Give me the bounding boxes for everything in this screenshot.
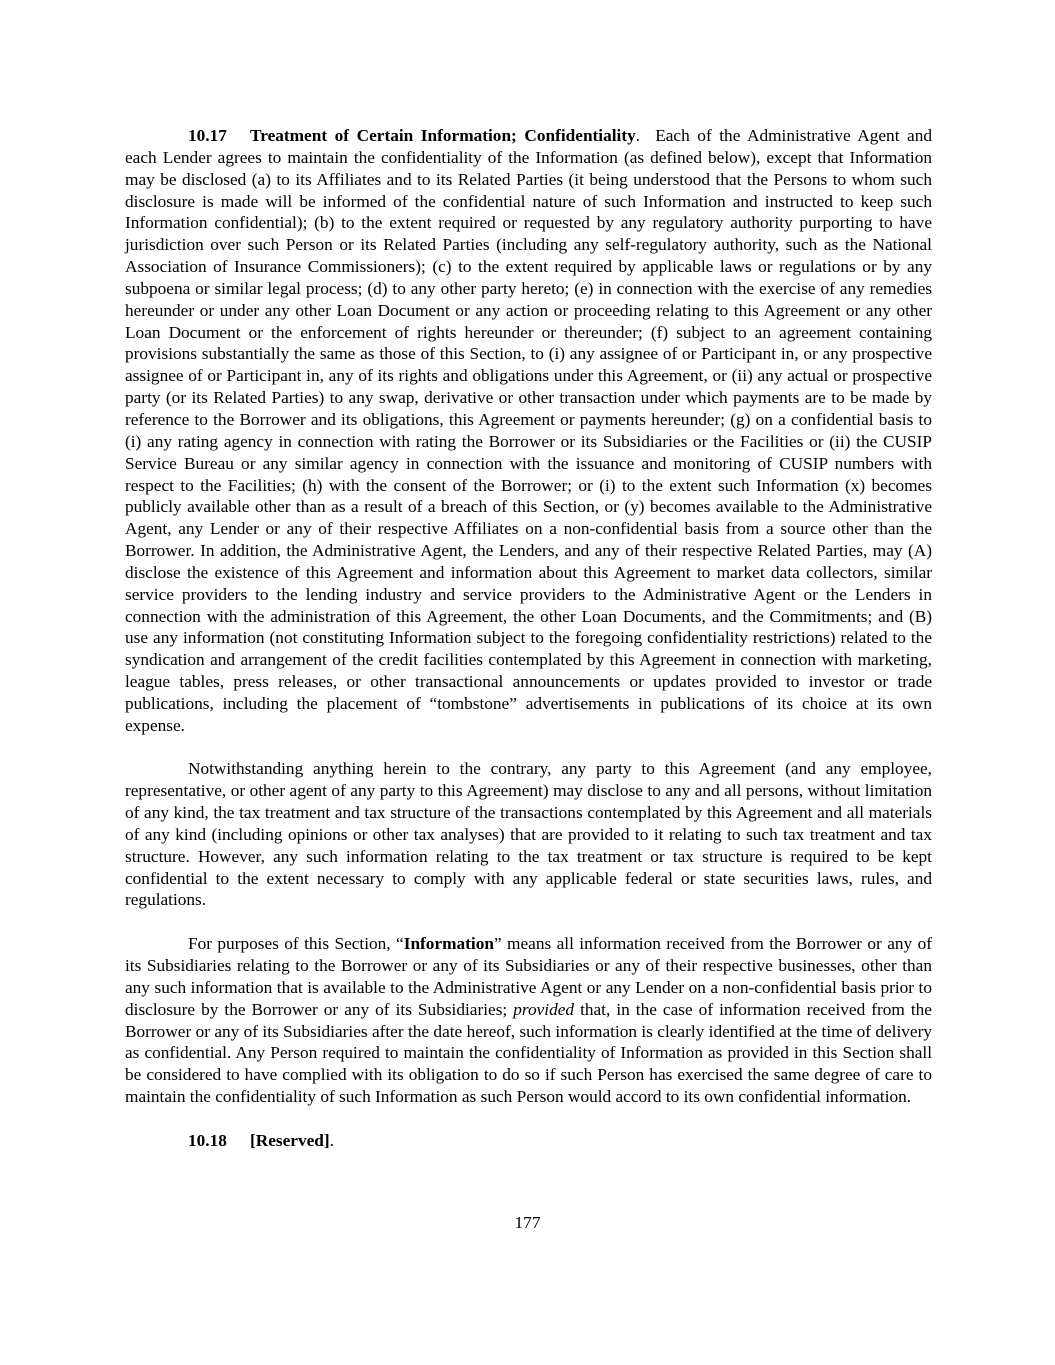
defined-term: Information: [403, 934, 494, 954]
paragraph-text: For purposes of this Section, “: [188, 934, 404, 954]
section-title: Treatment of Certain Information; Confidentiality: [250, 126, 636, 145]
section-title-punct: .: [635, 126, 641, 145]
section-10-18-heading: [125, 1130, 932, 1152]
document-page: [125, 125, 932, 1152]
paragraph-text: Each of the Administrative Agent and each Lender agrees to maintain the confidentiality of the Information (as defined below), except that Information may be disclosed (a) to its Affiliates and to its Related Parties (it being understood that the Persons to whom such disclosure is made will be informed of the confidential nature of such Information and instructed to keep such Information confidential); (b) to the extent required or requested by any regulatory authority purporting to have jurisdiction over such Person or its Related Parties (including any self-regulatory authority, such as the National Association of Insurance Commissioners); (c) to the extent required by applicable laws or regulations or by any subpoena or similar legal process; (d) to any other party hereto; (e) in connection with the exercise of any remedies hereunder or under any other Loan Document or any action or proceeding relating to this Agreement or any other Loan Document or the enforcement of rights hereunder or thereunder; (f) subject to an agreement containing provisions substantially the same as those of this Section, to (i) any assignee of or Participant in, or any prospective assignee of or Participant in, any of its rights and obligations under this Agreement, or (ii) any actual or prospective party (or its Related Parties) to any swap, derivative or other transaction under which payments are to be made by reference to the Borrower and its obligations, this Agreement or payments hereunder; (g) on a confidential basis to (i) any rating agency in connection with rating the Borrower or its Subsidiaries or the Facilities or (ii) the CUSIP Service Bureau or any similar agency in connection with the issuance and monitoring of CUSIP numbers with respect to the Facilities; (h) with the consent of the Borrower; or (i) to the extent such Information (x) becomes publicly available other than as a result of a breach of this Section, or (y) becomes available to the Administrative Agent, any Lender or any of their respective Affiliates on a non-confidential basis from a source other than the Borrower. In addition, the Administrative Agent, the Lenders, and any of their respective Related Parties, may (A) disclose the existence of this Agreement and information about this Agreement to market data collectors, similar service providers to the lending industry and service providers to the Administrative Agent or the Lenders in connection with the administration of this Agreement, the other Loan Documents, and the Commitments; and (B) use any information (not constituting Information subject to the foregoing confidentiality restrictions) related to the syndication and arrangement of the credit facilities contemplated by this Agreement in connection with marketing, league tables, press releases, or other transactional announcements or updates provided to investor or trade publications, including the placement of “tombstone” advertisements in publications of its choice at its own expense.: [125, 126, 933, 735]
paragraph-text: that, in the case of information received from the Borrower or any of its Subsidiaries after the date hereof, such information is clearly identified at the time of delivery as confidential. Any Person required to maintain the confidentiality of Information as provided in this Section shall be considered to have complied with its obligation to do so if such Person has exercised the same degree of care to maintain the confidentiality of such Information as such Person would accord to its own confidential information.: [125, 999, 932, 1107]
section-number: 10.18: [188, 1130, 227, 1150]
section-title-punct: .: [329, 1130, 334, 1150]
section-10-17-paragraph-1: [125, 125, 932, 737]
section-10-17-paragraph-2: Notwithstanding anything herein to the contrary, any party to this Agreement (and any employee, representative, or other agent of any party to this Agreement) may disclose to any and all persons, without limitation of any kind, the tax treatment and tax structure of the transactions contemplated by this Agreement and all materials of any kind (including opinions or other tax analyses) that are provided to it relating to such tax treatment and tax structure. However, any such information relating to the tax treatment or tax structure is required to be kept confidential to the extent necessary to comply with any applicable federal or state securities laws, rules, and regulations.: [125, 759, 932, 910]
paragraph-text: ” means all information received from the Borrower or any of its Subsidiaries relating to the Borrower or any of its Subsidiaries or any of their respective businesses, other than any such information that is available to the Administrative Agent or any Lender on a non-confidential basis prior to disclosure by the Borrower or any of its Subsidiaries;: [125, 934, 932, 1019]
section-title: [Reserved]: [250, 1130, 330, 1150]
page-number: 177: [514, 1213, 541, 1232]
section-10-17-paragraph-3: [125, 933, 932, 1108]
section-number: 10.17: [188, 126, 227, 145]
italic-term: provided: [513, 999, 575, 1019]
